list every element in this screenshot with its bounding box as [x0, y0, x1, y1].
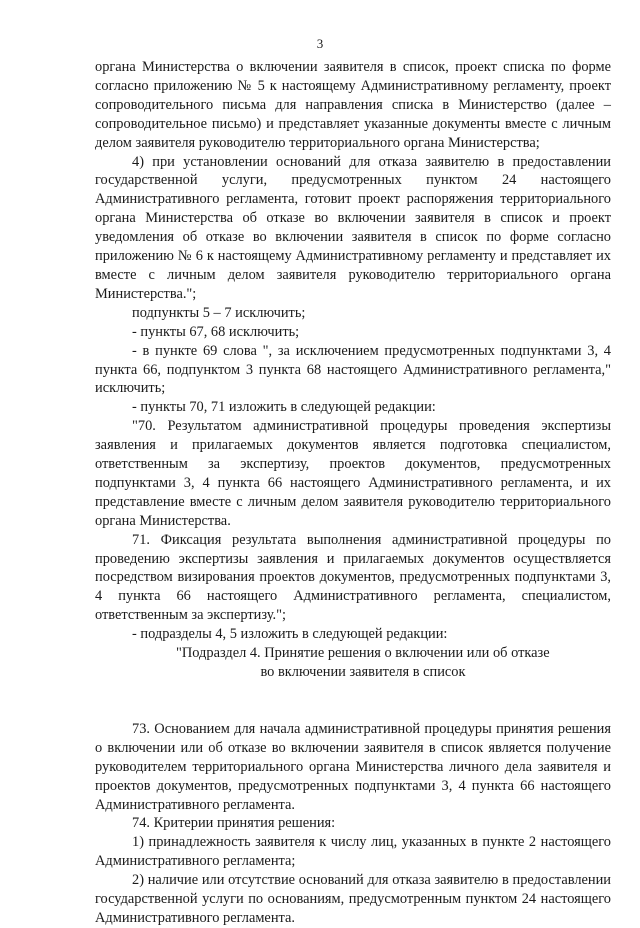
subsection-heading: [95, 644, 611, 682]
spacer: [95, 682, 611, 720]
subsection-heading-line2: во включении заявителя в список: [260, 664, 466, 680]
paragraph-criterion-1: 1) принадлежность заявителя к числу лиц, указанных в пункте 2 настоящего Административного регламента;: [95, 834, 611, 870]
subsection-heading-line1: "Подраздел 4. Принятие решения о включении или об отказе: [176, 645, 550, 662]
document-body: [95, 58, 611, 928]
paragraph-item-70: "70. Результатом административной процедуры проведения экспертизы заявления и прилагаемых документов является подготовка специалистом, ответственным за экспертизу, проектов документов, предусмотренных подпунктами 3, 4 пункта 66 настоящего Административного регламента, и их представление вместе с личным делом заявителя руководителю территориального органа Министерства.: [95, 418, 611, 529]
paragraph-item-71: 71. Фиксация результата выполнения административной процедуры по проведению экспертизы заявления и прилагаемых документов осуществляется посредством визирования проектов документов, предусмотренных подпунктами 3, 4 пункта 66 настоящего Административного регламента, специалистом, ответственным за экспертизу.";: [95, 531, 611, 624]
paragraph-item-74: 74. Критерии принятия решения:: [132, 815, 336, 832]
paragraph-subitem-4: 4) при установлении оснований для отказа заявителю в предоставлении государственной услуги, предусмотренных пунктом 24 настоящего Административного регламента, готовит проект распоряжения территориального органа Министерства об отказе во включении заявителя в список и проект уведомления об отказе во включении заявителя в список по форме согласно приложению № 6 к настоящему Административному регламенту и представляет их вместе с личным делом заявителя руководителю территориального органа Министерства.";: [95, 153, 611, 302]
paragraph-subsections-intro: - подразделы 4, 5 изложить в следующей редакции:: [132, 626, 448, 643]
paragraph-criterion-2: 2) наличие или отсутствие оснований для отказа заявителю в предоставлении государственной услуги по основаниям, предусмотренным пунктом 24 настоящего Административного регламента.: [95, 872, 611, 926]
paragraph-continuation: органа Министерства о включении заявителя в список, проект списка по форме согласно приложению № 5 к настоящему Административному регламенту, проект сопроводительного письма для направления списка в Министерство (далее – сопроводительное письмо) и представляет указанные документы вместе с личным делом заявителя руководителю территориального органа Министерства;: [95, 59, 611, 151]
page-number: 3: [316, 36, 324, 51]
paragraph-item-69: - в пункте 69 слова ", за исключением предусмотренных подпунктами 3, 4 пункта 66, подпунктом 3 пункта 68 настоящего Административного регламента," исключить;: [95, 342, 611, 397]
paragraph-items-70-71-intro: - пункты 70, 71 изложить в следующей редакции:: [132, 399, 436, 416]
paragraph-exclude-subitems: подпункты 5 – 7 исключить;: [132, 304, 306, 321]
paragraph-exclude-items: - пункты 67, 68 исключить;: [132, 323, 300, 340]
paragraph-item-73: 73. Основанием для начала административной процедуры принятия решения о включении или об отказе во включении заявителя в список является получение руководителем территориального органа Министерства личного дела заявителя и проектов документов, предусмотренных подпунктами 3, 4 пункта 66 настоящего Административного регламента.: [95, 720, 611, 813]
